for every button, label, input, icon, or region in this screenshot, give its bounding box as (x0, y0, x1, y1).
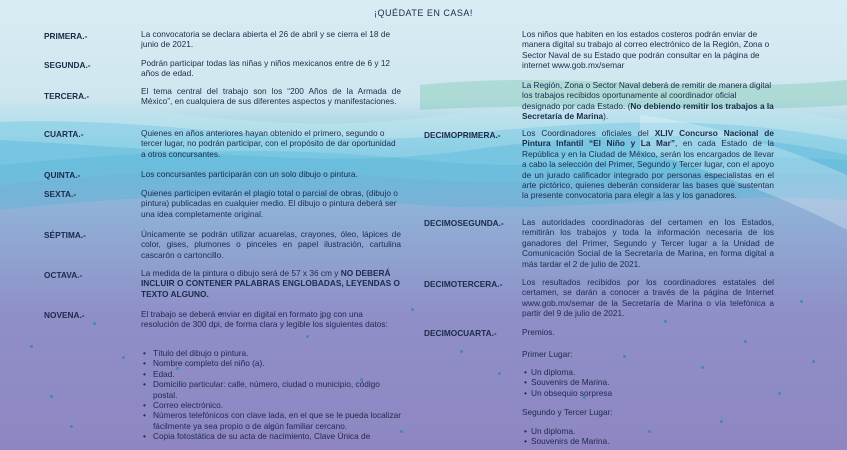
decimotercera-label: DECIMOTERCERA.- (424, 279, 503, 289)
decimoprimera-label: DECIMOPRIMERA.- (424, 130, 501, 140)
septima-text: Únicamente se podrán utilizar acuarelas, crayones, óleo, lápices de color, gises, plumones o pinceles en papel ilustración, cartulina cascarón o cartoncillo. (141, 229, 401, 260)
header-title: ¡QUÉDATE EN CASA! (374, 8, 473, 18)
decimotercera-text: Los resultados recibidos por los coordinadores estatales del certamen, se darán a conocer a través de la página de Internet www.gob.mx/semar de la Secretaría de Marina o vía telefónica a partir del 9 de julio de 2021. (522, 277, 774, 319)
region-text-bold: No debiendo remitir los trabajos a la Secretaría de Marina (522, 100, 774, 122)
tercera-label: TERCERA.- (44, 91, 90, 101)
novena-label: NOVENA.- (44, 310, 85, 320)
sexta-label: SEXTA.- (44, 189, 77, 199)
septima-label: SÉPTIMA.- (44, 230, 86, 240)
quinta-label: QUINTA.- (44, 170, 81, 180)
decimoprimera-text-rest: , en cada Estado de la República y en la Ciudad de México, serán los encargados de llevar a cabo la selección del Primer, Segundo y Tercer lugar, con el apoyo de un jurado calificador integrado por personas especialistas en el arte pictórico, quienes deberán considerar las bases que sustentan la presente convocatoria para elegir a las y los ganadores. (522, 138, 774, 201)
decimocuarta-text: Premios. (522, 327, 555, 337)
region-text-end: ). (603, 111, 609, 122)
novena-continuation-text: Los niños que habiten en los estados costeros podrán enviar de manera digital su trabajo al correo electrónico de la Región, Zona o Sector Naval de su Estado que podrán consultar en la página de internet www.gob.mx/semar (522, 29, 770, 71)
segunda-label: SEGUNDA.- (44, 60, 91, 70)
decimosegunda-label: DECIMOSEGUNDA.- (424, 218, 504, 228)
list-item: • Edad. (141, 369, 401, 379)
segunda-text: Podrán participar todas las niñas y niños mexicanos entre de 6 y 12 años de edad. (141, 58, 391, 79)
octava-text (141, 268, 401, 299)
list-item: • Nombre completo del niño (a). (141, 358, 401, 368)
decimoprimera-text-plain: Los Coordinadores oficiales del (522, 128, 655, 138)
region-text-plain: La Región, Zona o Sector Naval deberá de remitir de manera digital los trabajos recibidos oportunamente al coordinador oficial designado por cada Estado. ( (522, 80, 772, 111)
list-item: • Números telefónicos con clave lada, en el que se le pueda localizar fácilmente ya sea propio o de algún familiar cercano. (141, 410, 401, 431)
primera-text: La convocatoria se declara abierta el 26 de abril y se cierra el 18 de junio de 2021. (141, 29, 391, 50)
cuarta-text: Quienes en años anteriores hayan obtenido el primero, segundo o tercer lugar, no podrán participar, con el propósito de dar oportunidad a otros concursantes. (141, 128, 396, 159)
segundo-tercer-lugar-heading: Segundo y Tercer Lugar: (522, 407, 613, 417)
list-item: • Un diploma. (522, 426, 774, 436)
decimocuarta-label: DECIMOCUARTA.- (424, 328, 497, 338)
tercera-text: El tema central del trabajo son los “200 Años de la Armada de México”, en cualquiera de sus diferentes aspectos y manifestaciones. (141, 86, 401, 107)
quinta-text: Los concursantes participarán con un solo dibujo o pintura. (141, 169, 358, 179)
list-item: • Copia fotostática de su acta de nacimiento, Clave Única de (141, 431, 401, 441)
list-item: • Souvenirs de Marina. (522, 436, 774, 446)
novena-text: El trabajo se deberá enviar en digital en formato jpg con una resolución de 300 dpi, de forma clara y legible los siguientes datos: (141, 309, 388, 330)
novena-list (141, 348, 401, 442)
segundo-tercer-lugar-list (522, 426, 774, 447)
list-item: • Título del dibujo o pintura. (141, 348, 401, 358)
primer-lugar-heading: Primer Lugar: (522, 349, 573, 359)
list-item: • Un obsequio sorpresa (522, 388, 774, 398)
octava-label: OCTAVA.- (44, 270, 83, 280)
list-item: • Correo electrónico. (141, 400, 401, 410)
decimoprimera-text (522, 128, 774, 201)
octava-text-plain: La medida de la pintura o dibujo será de 57 x 36 cm y (141, 268, 341, 278)
cuarta-label: CUARTA.- (44, 129, 84, 139)
decimoprimera-text-bold: XLIV Concurso Nacional de Pintura Infantil “El Niño y La Mar” (522, 128, 774, 149)
list-item: • Un diploma. (522, 367, 774, 377)
octava-text-bold: NO DEBERÁ INCLUIR O CONTENER PALABRAS ENGLOBADAS, LEYENDAS O TEXTO ALGUNO. (141, 268, 400, 299)
sexta-text: Quienes participen evitarán el plagio total o parcial de obras, (dibujo o pintura) publicadas en cualquier medio. El dibujo o pintura deberá ser una idea completamente original. (141, 188, 398, 219)
primer-lugar-list (522, 367, 774, 398)
list-item: • Domicilio particular: calle, número, ciudad o municipio, código postal. (141, 379, 401, 400)
decimosegunda-text: Las autoridades coordinadoras del certamen en los Estados, remitirán los trabajos y toda la información necesaria de los ganadores del Primer, Segundo y Tercer lugar a la Unidad de Comunicación Social de la Secretaría de Marina, en forma digital a más tardar el 2 de julio de 2021. (522, 217, 774, 269)
list-item: • Souvenirs de Marina. (522, 377, 774, 387)
region-text (522, 80, 774, 122)
primera-label: PRIMERA.- (44, 31, 88, 41)
